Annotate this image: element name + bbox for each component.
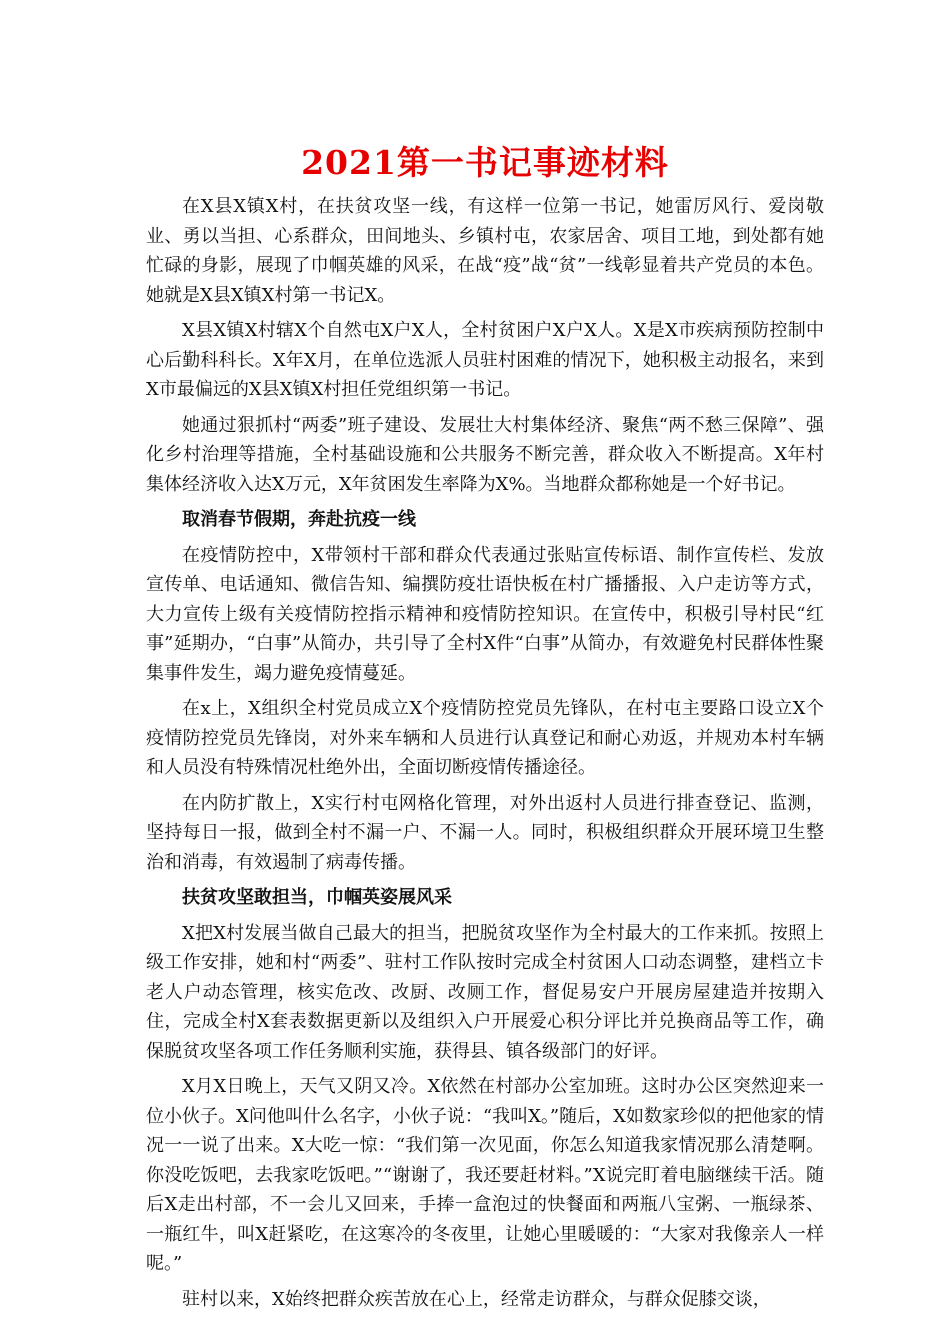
paragraph: 在x上，X组织全村党员成立X个疫情防控党员先锋队，在村屯主要路口设立X个疫情防控党员先锋岗，对外来车辆和人员进行认真登记和耐心劝返，并规劝本村车辆和人员没有特殊情况杜绝外出，全面切断疫情传播途径。 [146,698,824,778]
paragraph: 她通过狠抓村“两委”班子建设、发展壮大村集体经济、聚焦“两不愁三保障”、强化乡村治理等措施，全村基础设施和公共服务不断完善，群众收入不断提高。X年村集体经济收入达X万元，X年贫困发生率降为X%。当地群众都称她是一个好书记。 [146,414,824,495]
paragraph: 在疫情防控中，X带领村干部和群众代表通过张贴宣传标语、制作宣传栏、发放宣传单、电话通知、微信告知、编撰防疫壮语快板在村广播播报、入户走访等方式，大力宣传上级有关疫情防控指示精神和疫情防控知识。在宣传中，积极引导村民“红事”延期办，“白事”从简办，共引导了全村X件“白事”从简办，有效避免村民群体性聚集事件发生，竭力避免疫情蔓延。 [146,544,824,684]
section-heading: 取消春节假期，奔赴抗疫一线 [182,509,416,530]
paragraph: X县X镇X村辖X个自然屯X户X人，全村贫困户X户X人。X是X市疾病预防控制中心后勤科科长。X年X月，在单位选派人员驻村困难的情况下，她积极主动报名，来到X市最偏远的X县X镇X村担任党组织第一书记。 [146,320,824,400]
document-title: 2021第一书记事迹材料 [301,143,669,182]
section-heading: 扶贫攻坚敢担当，巾帼英姿展风采 [182,887,452,908]
paragraph: X把X村发展当做自己最大的担当，把脱贫攻坚作为全村最大的工作来抓。按照上级工作安排，她和村“两委”、驻村工作队按时完成全村贫困人口动态调整，建档立卡老人户动态管理，核实危改、改厨、改厕工作，督促易安户开展房屋建造并按期入住，完成全村X套表数据更新以及组织入户开展爱心积分评比并兑换商品等工作，确保脱贫攻坚各项工作任务顺利实施，获得县、镇各级部门的好评。 [146,922,824,1062]
paragraph: 在内防扩散上，X实行村屯网格化管理，对外出返村人员进行排查登记、监测，坚持每日一报，做到全村不漏一户、不漏一人。同时，积极组织群众开展环境卫生整治和消毒，有效遏制了病毒传播。 [146,792,824,873]
paragraph: 驻村以来，X始终把群众疾苦放在心上，经常走访群众，与群众促膝交谈， [182,1288,771,1310]
document-page [146,140,824,1320]
paragraph: 在X县X镇X村，在扶贫攻坚一线，有这样一位第一书记，她雷厉风行、爱岗敬业、勇以当担、心系群众，田间地头、乡镇村屯，农家居舍、项目工地，到处都有她忙碌的身影，展现了巾帼英雄的风采，在战“疫”战“贫”一线彰显着共产党员的本色。她就是X县X镇X村第一书记X。 [146,196,824,306]
paragraph: X月X日晚上，天气又阴又冷。X依然在村部办公室加班。这时办公区突然迎来一位小伙子。X问他叫什么名字，小伙子说：“我叫X。”随后，X如数家珍似的把他家的情况一一说了出来。X大吃一惊：“我们第一次见面，你怎么知道我家情况那么清楚啊。你没吃饭吧，去我家吃饭吧。”“谢谢了，我还要赶材料。”X说完盯着电脑继续干活。随后X走出村部，不一会儿又回来，手捧一盒泡过的快餐面和两瓶八宝粥、一瓶绿茶、一瓶红牛，叫X赶紧吃，在这寒冷的冬夜里，让她心里暖暖的：“大家对我像亲人一样呢。” [146,1076,824,1274]
